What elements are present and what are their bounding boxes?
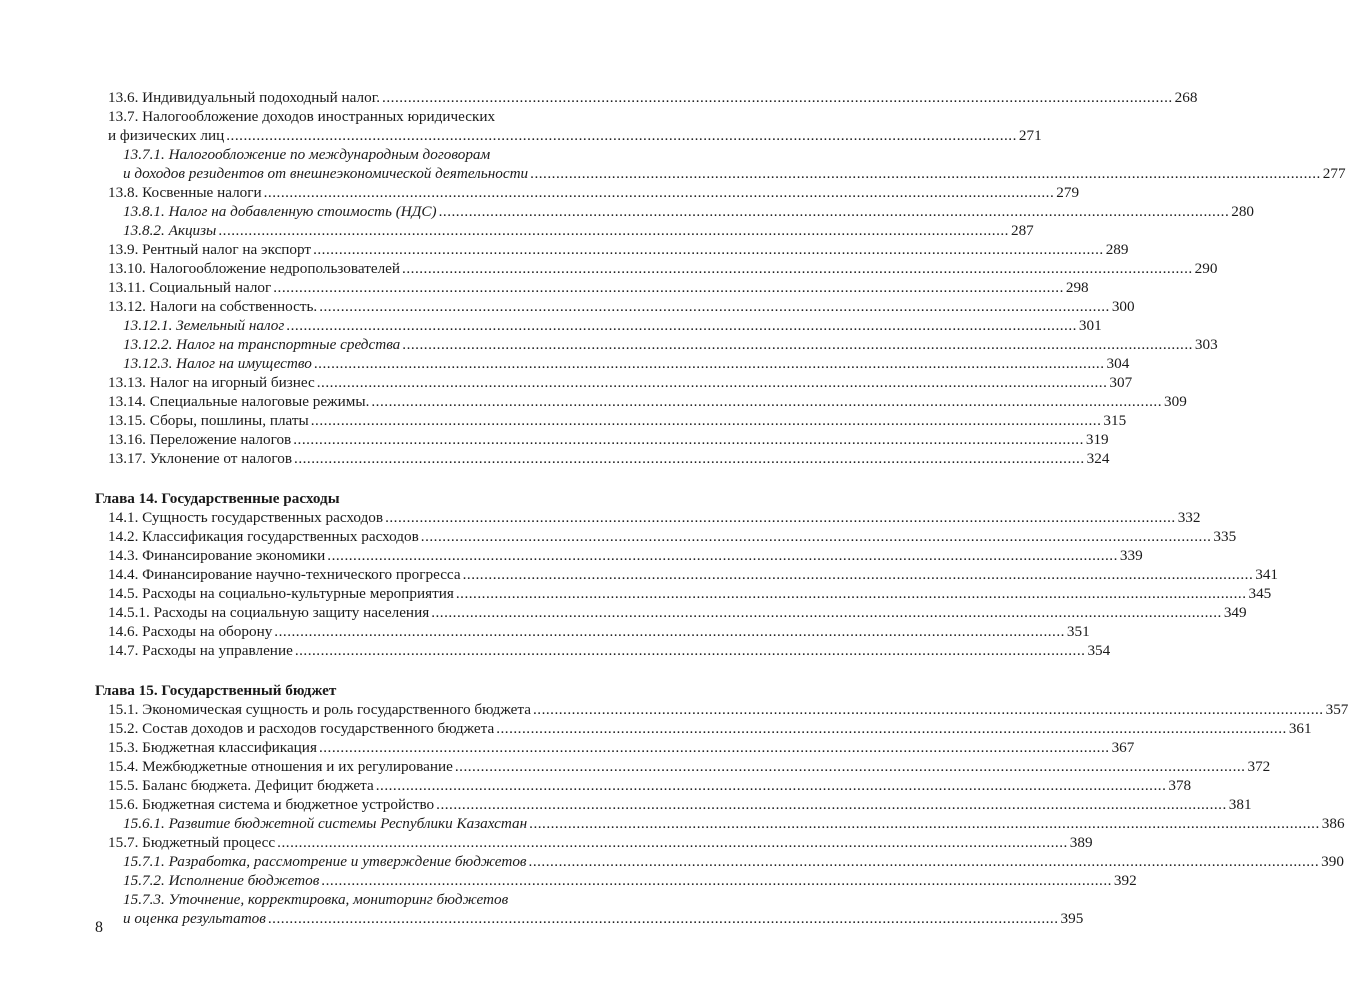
toc-entry-page: 315 bbox=[1103, 412, 1127, 429]
toc-entry-title: 13.8. Косвенные налоги bbox=[108, 184, 262, 201]
dot-leader bbox=[529, 852, 1320, 871]
toc-entry-page: 341 bbox=[1255, 566, 1279, 583]
toc-entry-title: 13.10. Налогообложение недропользователей bbox=[108, 260, 401, 277]
dot-leader bbox=[385, 508, 1176, 527]
toc-entry-title: 14.6. Расходы на оборону bbox=[108, 623, 273, 640]
toc-entry-continued-line: 13.7.1. Налогообложение по международным договорам bbox=[123, 146, 491, 163]
toc-entry[interactable] bbox=[95, 909, 1084, 928]
dot-leader bbox=[431, 603, 1222, 622]
toc-entry-title: 15.5. Баланс бюджета. Дефицит бюджета bbox=[108, 777, 374, 794]
dot-leader bbox=[274, 622, 1065, 641]
toc-entry-title: 13.12. Налоги на собственность. bbox=[108, 298, 318, 315]
toc-entry-title: 15.7. Бюджетный процесс bbox=[108, 834, 276, 851]
dot-leader bbox=[456, 584, 1247, 603]
dot-leader bbox=[277, 833, 1068, 852]
dot-leader bbox=[264, 183, 1055, 202]
dot-leader bbox=[286, 316, 1077, 335]
toc-entry[interactable] bbox=[95, 871, 1137, 890]
section-list-14 bbox=[95, 508, 1279, 660]
toc-entry[interactable] bbox=[95, 278, 1089, 297]
toc-entry-page: 335 bbox=[1213, 528, 1237, 545]
toc-entry-page: 301 bbox=[1078, 317, 1102, 334]
toc-entry-title: 13.12.1. Земельный налог bbox=[123, 317, 285, 334]
toc-entry[interactable] bbox=[95, 354, 1130, 373]
toc-entry[interactable] bbox=[95, 392, 1187, 411]
dot-leader bbox=[382, 88, 1173, 107]
toc-entry-title: 13.14. Специальные налоговые режимы. bbox=[108, 393, 370, 410]
toc-entry-title: 13.17. Уклонение от налогов bbox=[108, 450, 293, 467]
toc-entry-page: 279 bbox=[1056, 184, 1080, 201]
dot-leader bbox=[327, 546, 1118, 565]
toc-entry[interactable] bbox=[95, 202, 1255, 221]
dot-leader bbox=[226, 126, 1017, 145]
toc-entry-title: и оценка результатов bbox=[123, 910, 266, 927]
toc-entry-page: 390 bbox=[1321, 853, 1344, 870]
toc-entry-title: 14.1. Сущность государственных расходов bbox=[108, 509, 384, 526]
toc-entry-title: 15.7.1. Разработка, рассмотрение и утверждение бюджетов bbox=[123, 853, 527, 870]
toc-entry-page: 303 bbox=[1194, 336, 1218, 353]
toc-entry[interactable] bbox=[95, 126, 1042, 145]
toc-entry[interactable] bbox=[95, 373, 1133, 392]
toc-entry[interactable] bbox=[95, 814, 1345, 833]
dot-leader bbox=[530, 164, 1321, 183]
toc-entry[interactable] bbox=[95, 795, 1252, 814]
toc-entry-page: 345 bbox=[1248, 585, 1272, 602]
toc-entry[interactable] bbox=[95, 297, 1135, 316]
dot-leader bbox=[319, 738, 1110, 757]
toc-entry-title: 13.6. Индивидуальный подоходный налог. bbox=[108, 89, 381, 106]
toc-entry-title: 13.11. Социальный налог bbox=[108, 279, 272, 296]
toc-entry-title: и доходов резидентов от внешнеэкономической деятельности bbox=[123, 165, 529, 182]
toc-entry-title: 15.1. Экономическая сущность и роль государственного бюджета bbox=[108, 701, 531, 718]
toc-entry-title: 13.9. Рентный налог на экспорт bbox=[108, 241, 312, 258]
dot-leader bbox=[376, 776, 1167, 795]
toc-entry-page: 307 bbox=[1109, 374, 1133, 391]
dot-leader bbox=[273, 278, 1064, 297]
toc-entry[interactable] bbox=[95, 565, 1279, 584]
toc-entry[interactable] bbox=[95, 641, 1111, 660]
dot-leader bbox=[311, 411, 1102, 430]
dot-leader bbox=[402, 259, 1193, 278]
dot-leader bbox=[439, 202, 1230, 221]
toc-entry-title: 14.7. Расходы на управление bbox=[108, 642, 293, 659]
toc-entry-page: 290 bbox=[1194, 260, 1218, 277]
toc-entry-title: и физических лиц bbox=[108, 127, 225, 144]
toc-entry-page: 271 bbox=[1018, 127, 1042, 144]
toc-entry-page: 298 bbox=[1065, 279, 1089, 296]
toc-entry-page: 386 bbox=[1321, 815, 1345, 832]
dot-leader bbox=[218, 221, 1009, 240]
toc-entry-page: 361 bbox=[1288, 720, 1312, 737]
toc-entry[interactable] bbox=[95, 738, 1135, 757]
toc-entry-title: 14.5. Расходы на социально-культурные мероприятия bbox=[108, 585, 454, 602]
toc-entry-page: 324 bbox=[1086, 450, 1110, 467]
toc-entry-page: 339 bbox=[1119, 547, 1143, 564]
dot-leader bbox=[421, 527, 1212, 546]
toc-entry[interactable] bbox=[95, 852, 1344, 871]
toc-entry-title: 13.12.3. Налог на имущество bbox=[123, 355, 312, 372]
toc-entry-page: 304 bbox=[1106, 355, 1130, 372]
toc-entry[interactable] bbox=[95, 259, 1218, 278]
toc-entry[interactable] bbox=[95, 700, 1348, 719]
toc-entry[interactable] bbox=[95, 449, 1110, 468]
dot-leader bbox=[313, 240, 1104, 259]
toc-entry[interactable] bbox=[95, 164, 1346, 183]
toc-entry-title: 15.7.2. Исполнение бюджетов bbox=[123, 872, 320, 889]
toc-entry[interactable] bbox=[95, 183, 1080, 202]
toc-entry[interactable] bbox=[95, 221, 1034, 240]
toc-entry-page: 309 bbox=[1164, 393, 1187, 410]
dot-leader bbox=[496, 719, 1287, 738]
toc-entry[interactable] bbox=[95, 757, 1271, 776]
toc-entry[interactable] bbox=[95, 411, 1127, 430]
dot-leader bbox=[293, 430, 1084, 449]
toc-entry-page: 287 bbox=[1010, 222, 1034, 239]
toc-entry-title: 15.3. Бюджетная классификация bbox=[108, 739, 317, 756]
toc-entry[interactable] bbox=[95, 527, 1237, 546]
dot-leader bbox=[295, 641, 1086, 660]
toc-entry-page: 357 bbox=[1325, 701, 1348, 718]
toc-entry-title: 13.16. Переложение налогов bbox=[108, 431, 292, 448]
dot-leader bbox=[268, 909, 1059, 928]
toc-entry-title: 14.3. Финансирование экономики bbox=[108, 547, 326, 564]
toc-entry-title: 13.8.2. Акцизы bbox=[123, 222, 217, 239]
toc-entry-title: 14.4. Финансирование научно-технического прогресса bbox=[108, 566, 461, 583]
toc-entry-title: 13.12.2. Налог на транспортные средства bbox=[123, 336, 401, 353]
toc-entry[interactable] bbox=[95, 584, 1272, 603]
toc-entry[interactable] bbox=[95, 430, 1109, 449]
toc-entry-title: 13.15. Сборы, пошлины, платы bbox=[108, 412, 309, 429]
toc-entry-page: 395 bbox=[1060, 910, 1084, 927]
toc-entry-title: 15.6.1. Развитие бюджетной системы Республики Казахстан bbox=[123, 815, 528, 832]
toc-entry[interactable] bbox=[95, 316, 1102, 335]
dot-leader bbox=[529, 814, 1320, 833]
toc-entry[interactable] bbox=[95, 833, 1093, 852]
toc-entry-page: 280 bbox=[1231, 203, 1255, 220]
toc-entry-page: 372 bbox=[1247, 758, 1271, 775]
toc-entry-page: 389 bbox=[1069, 834, 1093, 851]
toc-entry-page: 381 bbox=[1228, 796, 1252, 813]
toc-entry-page: 354 bbox=[1087, 642, 1111, 659]
toc-entry-page: 392 bbox=[1113, 872, 1137, 889]
section-list-13 bbox=[95, 88, 1346, 468]
dot-leader bbox=[455, 757, 1246, 776]
toc-entry-continued-line: 15.7.3. Уточнение, корректировка, мониторинг бюджетов bbox=[123, 891, 509, 908]
toc-entry-title: 13.13. Налог на игорный бизнес bbox=[108, 374, 315, 391]
dot-leader bbox=[463, 565, 1254, 584]
page-number: 8 bbox=[95, 919, 103, 936]
toc-entry-page: 349 bbox=[1223, 604, 1247, 621]
table-of-contents bbox=[95, 88, 1348, 928]
toc-entry[interactable] bbox=[95, 719, 1312, 738]
toc-entry-page: 351 bbox=[1066, 623, 1090, 640]
toc-entry-title: 15.4. Межбюджетные отношения и их регулирование bbox=[108, 758, 453, 775]
toc-entry-title: 15.6. Бюджетная система и бюджетное устройство bbox=[108, 796, 435, 813]
chapter-15-heading: Глава 15. Государственный бюджет bbox=[95, 682, 337, 699]
dot-leader bbox=[314, 354, 1105, 373]
chapter-14-heading: Глава 14. Государственные расходы bbox=[95, 490, 340, 507]
toc-entry[interactable] bbox=[95, 88, 1198, 107]
toc-entry[interactable] bbox=[95, 546, 1143, 565]
toc-entry[interactable] bbox=[95, 508, 1201, 527]
section-list-15 bbox=[95, 700, 1348, 928]
toc-entry-page: 277 bbox=[1322, 165, 1346, 182]
toc-entry-page: 378 bbox=[1168, 777, 1192, 794]
toc-entry-continued-line: 13.7. Налогообложение доходов иностранных юридических bbox=[108, 108, 496, 125]
toc-entry-title: 13.8.1. Налог на добавленную стоимость (НДС) bbox=[123, 203, 437, 220]
dot-leader bbox=[371, 392, 1162, 411]
toc-entry-title: 14.2. Классификация государственных расходов bbox=[108, 528, 419, 545]
toc-entry-page: 289 bbox=[1105, 241, 1129, 258]
toc-entry[interactable] bbox=[95, 603, 1247, 622]
dot-leader bbox=[533, 700, 1324, 719]
toc-entry-page: 319 bbox=[1085, 431, 1109, 448]
toc-entry-page: 268 bbox=[1174, 89, 1198, 106]
toc-entry-page: 367 bbox=[1111, 739, 1135, 756]
toc-entry[interactable] bbox=[95, 776, 1192, 795]
toc-entry-title: 15.2. Состав доходов и расходов государственного бюджета bbox=[108, 720, 495, 737]
toc-entry-page: 332 bbox=[1177, 509, 1201, 526]
dot-leader bbox=[321, 871, 1112, 890]
toc-entry-page: 300 bbox=[1111, 298, 1135, 315]
dot-leader bbox=[294, 449, 1085, 468]
toc-entry[interactable] bbox=[95, 240, 1129, 259]
dot-leader bbox=[319, 297, 1110, 316]
toc-entry-title: 14.5.1. Расходы на социальную защиту населения bbox=[108, 604, 430, 621]
dot-leader bbox=[436, 795, 1227, 814]
toc-entry[interactable] bbox=[95, 335, 1218, 354]
dot-leader bbox=[317, 373, 1108, 392]
dot-leader bbox=[402, 335, 1193, 354]
toc-entry[interactable] bbox=[95, 622, 1090, 641]
